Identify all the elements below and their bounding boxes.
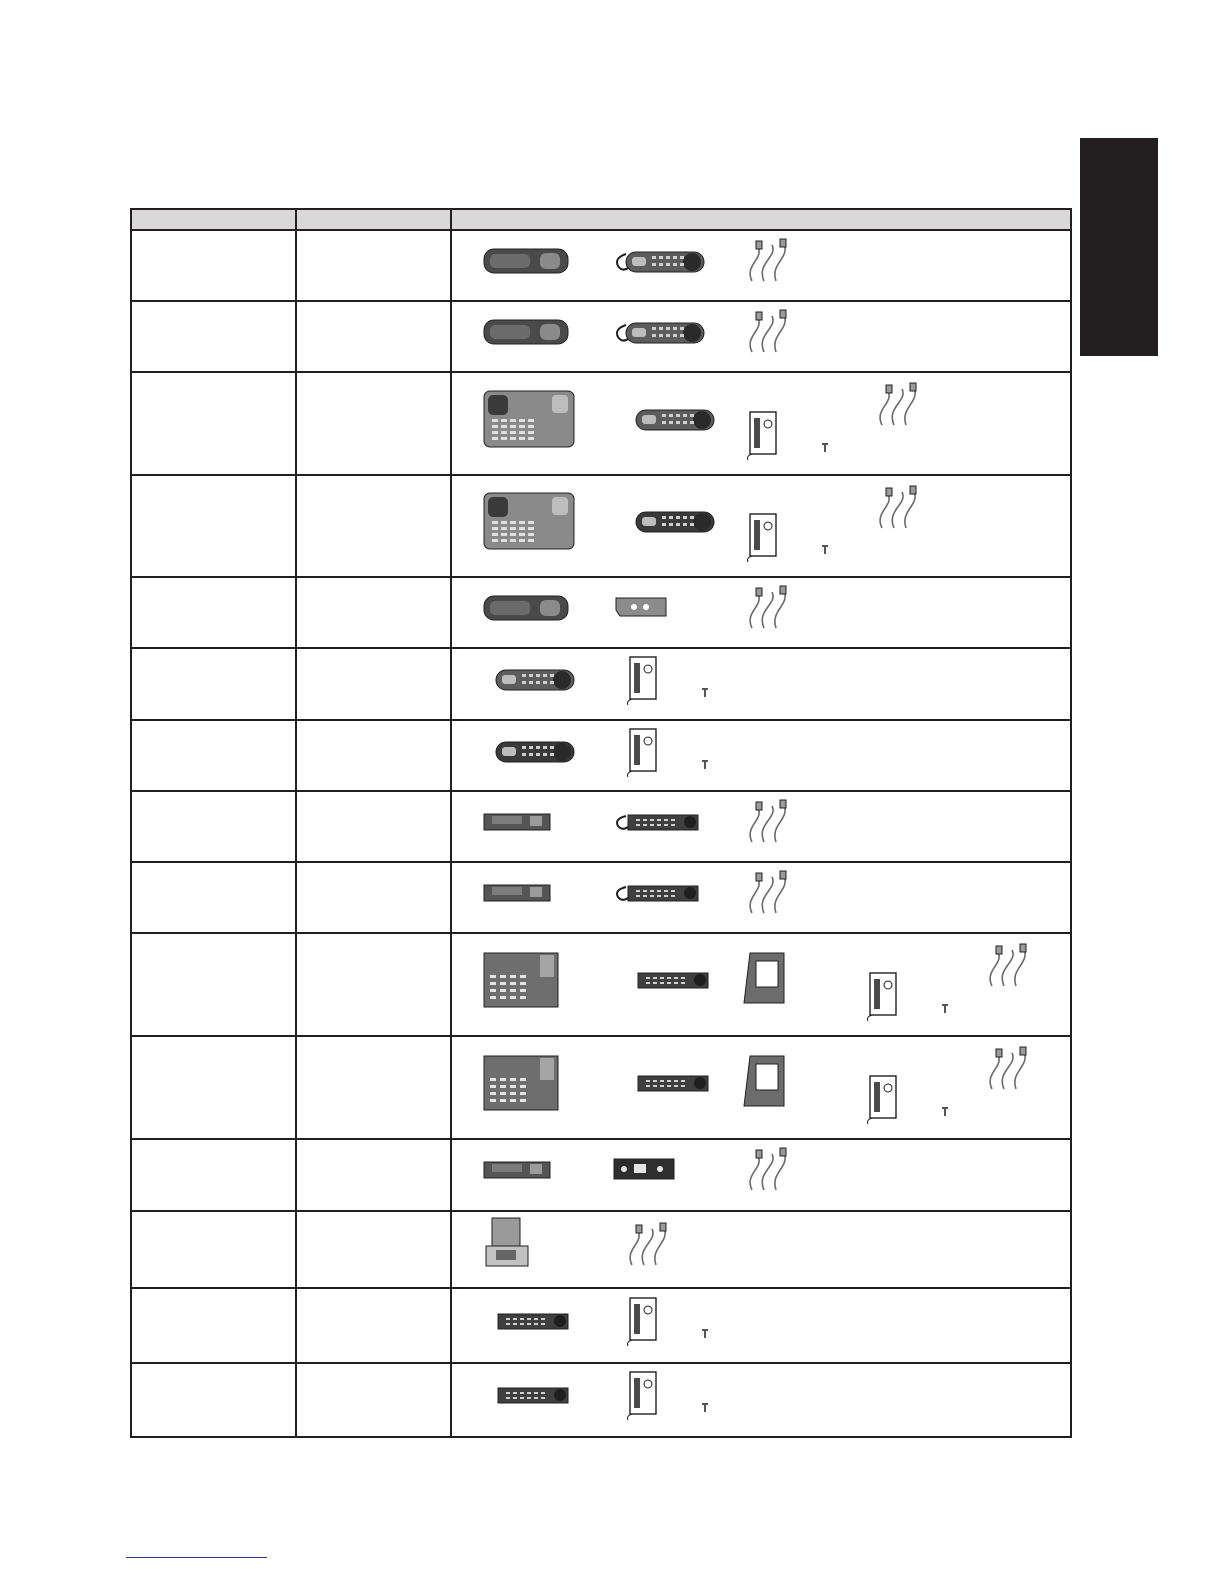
- slim-desk-base-image: [482, 951, 562, 1014]
- slim-corded-handset-image: [612, 881, 702, 910]
- slim-cordless-handset-image: [482, 1383, 572, 1412]
- contents-cell: [451, 475, 1071, 577]
- cordless-handset-image: [482, 664, 578, 699]
- model-cell: [131, 577, 296, 648]
- contents-cell: [451, 933, 1071, 1036]
- phone-cord-image: [742, 308, 796, 361]
- table-row: [131, 475, 1071, 577]
- phone-cord-image: [742, 869, 796, 922]
- type-cell: [296, 720, 451, 791]
- wall-handset-base-image: [482, 317, 572, 352]
- table-row: [131, 230, 1071, 301]
- parts-table: [130, 208, 1072, 1438]
- table-row: [131, 577, 1071, 648]
- contents-cell: [451, 720, 1071, 791]
- model-cell: [131, 1139, 296, 1211]
- table-row: [131, 1363, 1071, 1437]
- table-row: [131, 933, 1071, 1036]
- type-cell: [296, 648, 451, 720]
- header-type: [296, 209, 451, 230]
- model-cell: [131, 933, 296, 1036]
- type-cell: [296, 372, 451, 475]
- contents-cell: [451, 1036, 1071, 1139]
- table-row: [131, 648, 1071, 720]
- model-cell: [131, 372, 296, 475]
- table-header-row: [131, 209, 1071, 230]
- contents-cell: [451, 1211, 1071, 1288]
- battery-pack-image: [622, 725, 712, 784]
- slim-wall-base-image: [482, 810, 554, 839]
- phone-cord-image: [742, 1146, 796, 1199]
- header-contents: [451, 209, 1071, 230]
- wall-handset-base-image: [482, 593, 572, 628]
- battery-pack-image: [622, 1368, 712, 1427]
- model-cell: [131, 720, 296, 791]
- type-cell: [296, 862, 451, 933]
- phone-cord-image: [872, 484, 926, 537]
- slim-wall-base-image: [482, 881, 554, 910]
- contents-cell: [451, 301, 1071, 372]
- model-cell: [131, 1288, 296, 1363]
- table-row: [131, 1288, 1071, 1363]
- phone-cord-image: [982, 942, 1036, 995]
- contents-cell: [451, 577, 1071, 648]
- model-cell: [131, 1211, 296, 1288]
- table-row: [131, 372, 1071, 475]
- table-row: [131, 720, 1071, 791]
- model-cell: [131, 230, 296, 301]
- cordless-handset-dark-image: [482, 736, 578, 771]
- model-cell: [131, 1036, 296, 1139]
- header-model: [131, 209, 296, 230]
- footer-rule: [126, 1557, 267, 1558]
- desk-base-keypad-image: [482, 389, 578, 454]
- phone-cord-image: [742, 798, 796, 851]
- slim-wall-base-image: [482, 1158, 554, 1187]
- type-cell: [296, 791, 451, 862]
- contents-cell: [451, 862, 1071, 933]
- desk-stand-image: [742, 1054, 792, 1117]
- model-cell: [131, 475, 296, 577]
- phone-cord-image: [622, 1221, 676, 1274]
- battery-pack-image: [622, 1294, 712, 1353]
- phone-cord-image: [872, 381, 926, 434]
- type-cell: [296, 1211, 451, 1288]
- slim-corded-handset-image: [612, 810, 702, 839]
- model-cell: [131, 301, 296, 372]
- type-cell: [296, 1139, 451, 1211]
- slim-cordless-handset-image: [482, 1309, 572, 1338]
- battery-pack-image: [622, 653, 712, 712]
- slim-cordless-handset-image: [622, 1071, 712, 1100]
- battery-pack-image: [742, 510, 832, 569]
- model-cell: [131, 1363, 296, 1437]
- desk-base-keypad-image: [482, 491, 578, 556]
- desk-stand-image: [742, 951, 792, 1014]
- contents-cell: [451, 1139, 1071, 1211]
- battery-pack-image: [742, 408, 832, 467]
- type-cell: [296, 577, 451, 648]
- table-row: [131, 1139, 1071, 1211]
- table-row: [131, 862, 1071, 933]
- type-cell: [296, 1036, 451, 1139]
- type-cell: [296, 933, 451, 1036]
- table-row: [131, 791, 1071, 862]
- model-cell: [131, 862, 296, 933]
- contents-cell: [451, 1288, 1071, 1363]
- contents-cell: [451, 791, 1071, 862]
- type-cell: [296, 475, 451, 577]
- wall-handset-base-image: [482, 246, 572, 281]
- type-cell: [296, 230, 451, 301]
- table-row: [131, 1036, 1071, 1139]
- phone-cord-image: [742, 237, 796, 290]
- phone-cord-image: [742, 584, 796, 637]
- model-cell: [131, 648, 296, 720]
- battery-pack-image: [862, 1072, 952, 1131]
- table-row: [131, 1211, 1071, 1288]
- type-cell: [296, 1363, 451, 1437]
- wall-mount-plate-image: [612, 594, 672, 627]
- battery-pack-image: [862, 969, 952, 1028]
- phone-cord-image: [982, 1045, 1036, 1098]
- model-cell: [131, 791, 296, 862]
- cordless-handset-image: [622, 404, 718, 439]
- corded-handset-image: [612, 246, 708, 281]
- contents-cell: [451, 230, 1071, 301]
- contents-cell: [451, 648, 1071, 720]
- type-cell: [296, 1288, 451, 1363]
- slim-desk-base-image: [482, 1054, 562, 1117]
- contents-cell: [451, 1363, 1071, 1437]
- table-row: [131, 301, 1071, 372]
- slim-wall-mount-plate-image: [612, 1157, 678, 1188]
- type-cell: [296, 301, 451, 372]
- charger-cradle-image: [482, 1216, 532, 1279]
- slim-cordless-handset-image: [622, 968, 712, 997]
- corded-handset-image: [612, 317, 708, 352]
- cordless-handset-dark-image: [622, 506, 718, 541]
- section-tab: [1080, 138, 1158, 356]
- contents-cell: [451, 372, 1071, 475]
